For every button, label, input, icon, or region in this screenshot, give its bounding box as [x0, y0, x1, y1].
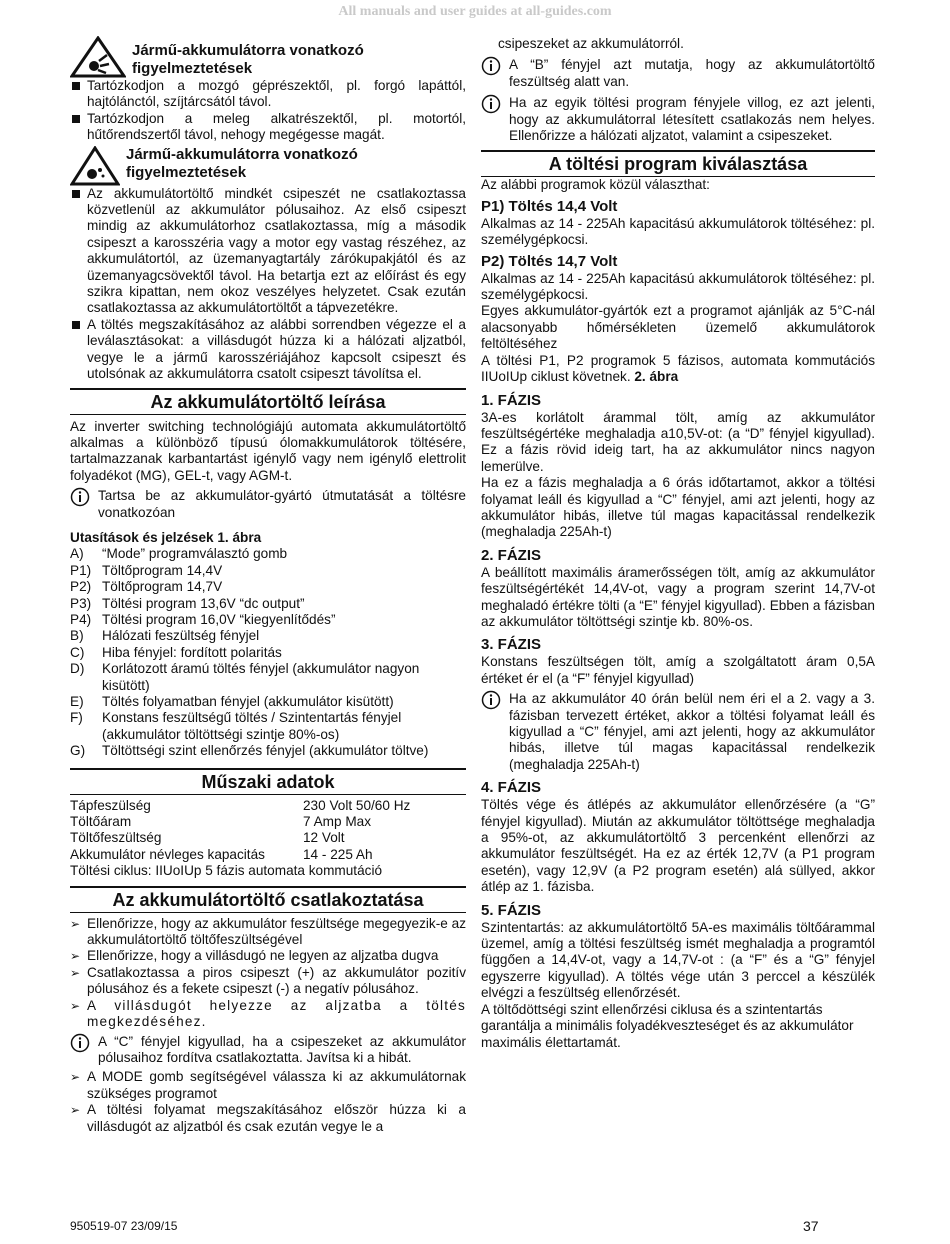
section-title: Műszaki adatok: [70, 768, 466, 795]
legend-value: Töltöttségi szint ellenőrzés fényjel (akkumulátor töltve): [102, 743, 429, 759]
step-item: [70, 998, 466, 1031]
step-item: [70, 948, 466, 964]
paragraph: A töltődöttségi szint ellenőrzési ciklusa és a szintentartás garantálja a minimális folyadékveszteséget és az akkumulátor maximális élettartamát.: [481, 1001, 854, 1050]
continued-text: csipeszeket az akkumulátorról.: [498, 36, 684, 51]
legend-value: Töltési program 13,6V “dc output”: [102, 595, 305, 611]
legend-value: “Mode” programválasztó gomb: [102, 546, 288, 562]
right-column: [481, 36, 875, 1051]
spec-value: 14 - 225 Ah: [303, 846, 373, 862]
paragraph: [481, 353, 875, 386]
info-text: Tartsa be az akkumulátor-gyártó útmutatását a töltésre vonatkozóan: [98, 488, 466, 520]
warning-item: Az akkumulátortöltő mindkét csipeszét ne csatlakoztassa közvetlenül az akkumulátor pólusaihoz. Az első csipeszt mindig az akkumulátorhoz csatlakoztassa, míg a második csipeszt a karosszéria vagy a motor egy vastag részéhez, az akkumulátortól, az üzemanyagtartály zárókupakjától és az üzemanyagcsövektől távol. Ha betartja ezt az előírást és egy szikra kipattan, nem okoz veszélyes helyzetet. Csak ezután csatlakoztassa az akkumulátortöltőt a tápvezetékre.: [70, 186, 466, 317]
legend-value: Töltés folyamatban fényjel (akkumulátor kisütött): [102, 694, 394, 709]
legend-key: E): [70, 694, 84, 709]
page-number: 37: [803, 1218, 819, 1234]
spec-value: 12 Volt: [303, 830, 345, 846]
spec-table: [70, 798, 466, 864]
spec-label: Tápfeszülség: [70, 797, 151, 813]
paragraph: 3A-es korlátolt árammal tölt, amíg az akkumulátor feszültségértéke meghaladja a10,5V-ot: (a “D” fényjel kigyullad). Ez a fázis rövid ideig tart, ha az akkumulátor nincs nagyon lemerülve.: [481, 409, 875, 474]
arrow-icon: ➢: [70, 1070, 81, 1085]
step-item: [70, 1069, 466, 1102]
hand-hazard-icon: [70, 36, 126, 78]
paragraph-text: A töltési P1, P2 programok 5 fázisos, automata kommutációs IIUoIUp ciklust követnek.: [481, 352, 875, 385]
info-icon: [481, 690, 501, 710]
legend-value: Hiba fényjel: fordított polaritás: [102, 644, 282, 660]
section-title: A töltési program kiválasztása: [481, 150, 875, 177]
arrow-icon: ➢: [70, 1103, 81, 1118]
phase-title: 2. FÁZIS: [481, 546, 542, 564]
info-text: Ha az egyik töltési program fényjele villog, ez azt jelenti, hogy az akkumulátorral létesített csatlakozás nem helyes. Ellenőrizze a hálózati aljzatot, valamint a csipeszeket.: [509, 95, 875, 144]
paragraph: Az inverter switching technológiájú automata akkumulátortöltő alkalmas a különböző típusú ólomakkumulátorok töltésére, tartalmazzanak karbantartást igénylő vagy nem igénylő elettrolit folyadékot (MG), GEL-t, vagy AGM-t.: [70, 418, 466, 483]
phase-title: 4. FÁZIS: [481, 779, 542, 797]
paragraph: Egyes akkumulátor-gyártók ezt a programot ajánlják az 5°C-nál alacsonyabb hőmérsékleten üzemelő akkumulátorok feltöltéséhez: [481, 303, 875, 352]
legend-key: G): [70, 743, 86, 759]
legend-key: D): [70, 661, 85, 677]
legend-key: P1): [70, 562, 92, 578]
warning-heading-moving-parts: [70, 36, 466, 78]
info-note: [70, 488, 466, 521]
info-icon: [70, 1033, 90, 1053]
warning-heading-sparks: [70, 146, 466, 186]
warning-title: Jármű-akkumulátorra vonatkozó figyelmeztetések: [126, 145, 358, 181]
legend-value: Töltőprogram 14,4V: [102, 562, 223, 578]
info-note: [481, 691, 875, 773]
step-text: A villásdugót helyezze az aljzatba a töltés megkezdéséhez.: [87, 997, 466, 1030]
paragraph: Konstans feszültségen tölt, amíg a szolgáltatott áram 0,5A értéket ér el (a “F” fényjel kigyullad): [481, 654, 875, 686]
info-text: A “B” fényjel azt mutatja, hogy az akkumulátortöltő feszültség alatt van.: [509, 57, 875, 89]
spec-value: 230 Volt 50/60 Hz: [303, 797, 411, 813]
legend-list: [70, 546, 466, 759]
paragraph: Töltés vége és átlépés az akkumulátor ellenőrzésére (a “G” fényjel kigyullad). Miután az akkumulátor töltöttsége meghaladja a 95%-ot, az akkumulátortöltő 3 percenként ellenőrzi az akkumulátor feszültségét. Ha ez az érték 12,7V (a P1 program esetén), vagy 12,9V (a P2 program esetén) alá süllyed, akkor átlép az 1. fázisba.: [481, 797, 875, 895]
legend-value: Töltési program 16,0V “kiegyenlítődés”: [102, 611, 336, 627]
legend-value: Töltőprogram 14,7V: [102, 579, 223, 595]
spec-label: Akkumulátor névleges kapacitás: [70, 846, 265, 862]
phase-title: 5. FÁZIS: [481, 901, 542, 919]
paragraph: Ha ez a fázis meghaladja a 6 órás időtartamot, akkor a töltési folyamat leáll és kigyullad a “C” fényjel, ami azt jelenti, hogy az akkumulátor hibás, illetve túl magas kapacitással rendelkezik (meghaladja 225Ah-t): [481, 475, 875, 540]
arrow-icon: ➢: [70, 916, 81, 931]
info-icon: [481, 94, 501, 114]
step-item: [70, 916, 466, 949]
document-code: 950519-07 23/09/15: [70, 1219, 178, 1233]
program-title: P2) Töltés 14,7 Volt: [481, 252, 618, 270]
legend-key: P4): [70, 611, 92, 627]
step-text: A töltési folyamat megszakításához először húzza ki a villásdugót az aljzatból és csak ezután vegye le a: [87, 1102, 466, 1134]
spec-label: Töltőfeszültség: [70, 830, 162, 846]
legend-key: P3): [70, 595, 92, 611]
legend-key: B): [70, 628, 84, 644]
program-title: P1) Töltés 14,4 Volt: [481, 197, 618, 215]
step-text: Ellenőrizze, hogy a villásdugó ne legyen az aljzatba dugva: [87, 948, 439, 964]
warning-item: A töltés megszakításához az alábbi sorrendben végezze el a leválasztásokat: a villásdugót húzza ki a hálózati aljzatból, vegye le a jármű karosszériájához kapcsolt csipeszt és utolsónak az akkumulátorra csatolt csipeszt távolítsa el.: [70, 317, 466, 383]
explosion-hazard-icon: [70, 146, 120, 186]
info-note: [481, 57, 875, 90]
section-title: Az akkumulátortöltő leírása: [70, 388, 466, 415]
info-note: [481, 95, 875, 144]
spec-value: 7 Amp Max: [303, 814, 371, 830]
arrow-icon: ➢: [70, 949, 81, 964]
phase-title: 3. FÁZIS: [481, 636, 542, 654]
step-item: [70, 965, 466, 998]
left-column: [70, 36, 466, 1135]
legend-title: Utasítások és jelzések 1. ábra: [70, 529, 262, 545]
arrow-icon: ➢: [70, 965, 81, 980]
step-text: Csatlakoztassa a piros csipeszt (+) az akkumulátor pozitív pólusához és a fekete csipeszt (-) a negatív pólusához.: [87, 964, 466, 997]
phase-title: 1. FÁZIS: [481, 391, 542, 409]
connection-steps: [70, 916, 466, 1135]
spec-label: Töltőáram: [70, 814, 132, 830]
paragraph: Az alábbi programok közül választhat:: [481, 177, 710, 193]
warning-item: Tartózkodjon a mozgó géprészektől, pl. forgó lapáttól, hajtólánctól, szíjtárcsától távol.: [70, 78, 466, 111]
paragraph: A beállított maximális áramerősségen tölt, amíg az akkumulátor feszültségértékét 14,4V-ot, vagy a program szerint 14,7V-ot meghaladó értékre tölti (a “E” fényjel kigyullad). Ebben a fázisban az akkumulátor töltöttségi szintje kb. 80%-os.: [481, 564, 875, 629]
step-text: A MODE gomb segítségével válassza ki az akkumulátornak szükséges programot: [87, 1069, 466, 1101]
info-text: A “C” fényjel kigyullad, ha a csipeszeket az akkumulátor pólusaihoz fordítva csatlakoztatta. Javítsa ki a hibát.: [98, 1033, 466, 1065]
warning-item: Tartózkodjon a meleg alkatrészektől, pl. motortól, hűtőrendszertől távol, nehogy megégesse magát.: [70, 111, 466, 144]
legend-key: F): [70, 710, 83, 726]
step-text: Ellenőrizze, hogy az akkumulátor feszültsége megegyezik-e az akkumulátortöltő töltőfeszültségével: [87, 915, 466, 948]
legend-key: P2): [70, 579, 92, 595]
legend-value: Korlátozott áramú töltés fényjel (akkumulátor nagyon kisütött): [102, 661, 420, 693]
legend-key: A): [70, 546, 84, 562]
figure-ref: 2. ábra: [634, 369, 679, 385]
section-title: Az akkumulátortöltő csatlakoztatása: [70, 886, 466, 913]
watermark: All manuals and user guides at all-guides.com: [338, 4, 612, 19]
warning-title: Jármű-akkumulátorra vonatkozó figyelmeztetések: [132, 42, 364, 77]
info-text: Ha az akkumulátor 40 órán belül nem éri el a 2. vagy a 3. fázisban tervezett értéket, akkor a töltési folyamat leáll és kigyullad a “C” fényjel, ami azt jelenti, hogy az akkumulátor hibás, illetve túl magas kapacitással rendelkezik (meghaladja 225Ah-t): [509, 691, 875, 772]
paragraph: Alkalmas az 14 - 225Ah kapacitású akkumulátorok töltéséhez: pl. személygépkocsi.: [481, 215, 875, 248]
info-icon: [70, 487, 90, 507]
paragraph: Alkalmas az 14 - 225Ah kapacitású akkumulátorok töltéséhez: pl. személygépkocsi.: [481, 270, 875, 303]
legend-value: Konstans feszültségű töltés / Szintentartás fényjel (akkumulátor töltöttségi szintje 80%-os): [102, 710, 402, 742]
legend-key: C): [70, 644, 85, 660]
info-icon: [481, 56, 501, 76]
charge-cycle: Töltési ciklus: IIUoIUp 5 fázis automata kommutáció: [70, 863, 383, 879]
paragraph: Szintentartás: az akkumulátortöltő 5A-es maximális töltőárammal üzemel, amíg a töltési feszültség ismét meghaladja a programtól függően a 14,4V-ot, vagy a 14,7V-ot : (a “F” és a “G” fényjel egyszerre kigyullad). A töltés vége után 3 perccel a készülék elvégzi a feszültség ellenőrzését.: [481, 919, 875, 1001]
arrow-icon: ➢: [70, 998, 81, 1013]
legend-value: Hálózati feszültség fényjel: [102, 628, 260, 644]
step-item: [70, 1102, 466, 1135]
info-note: [70, 1034, 466, 1067]
